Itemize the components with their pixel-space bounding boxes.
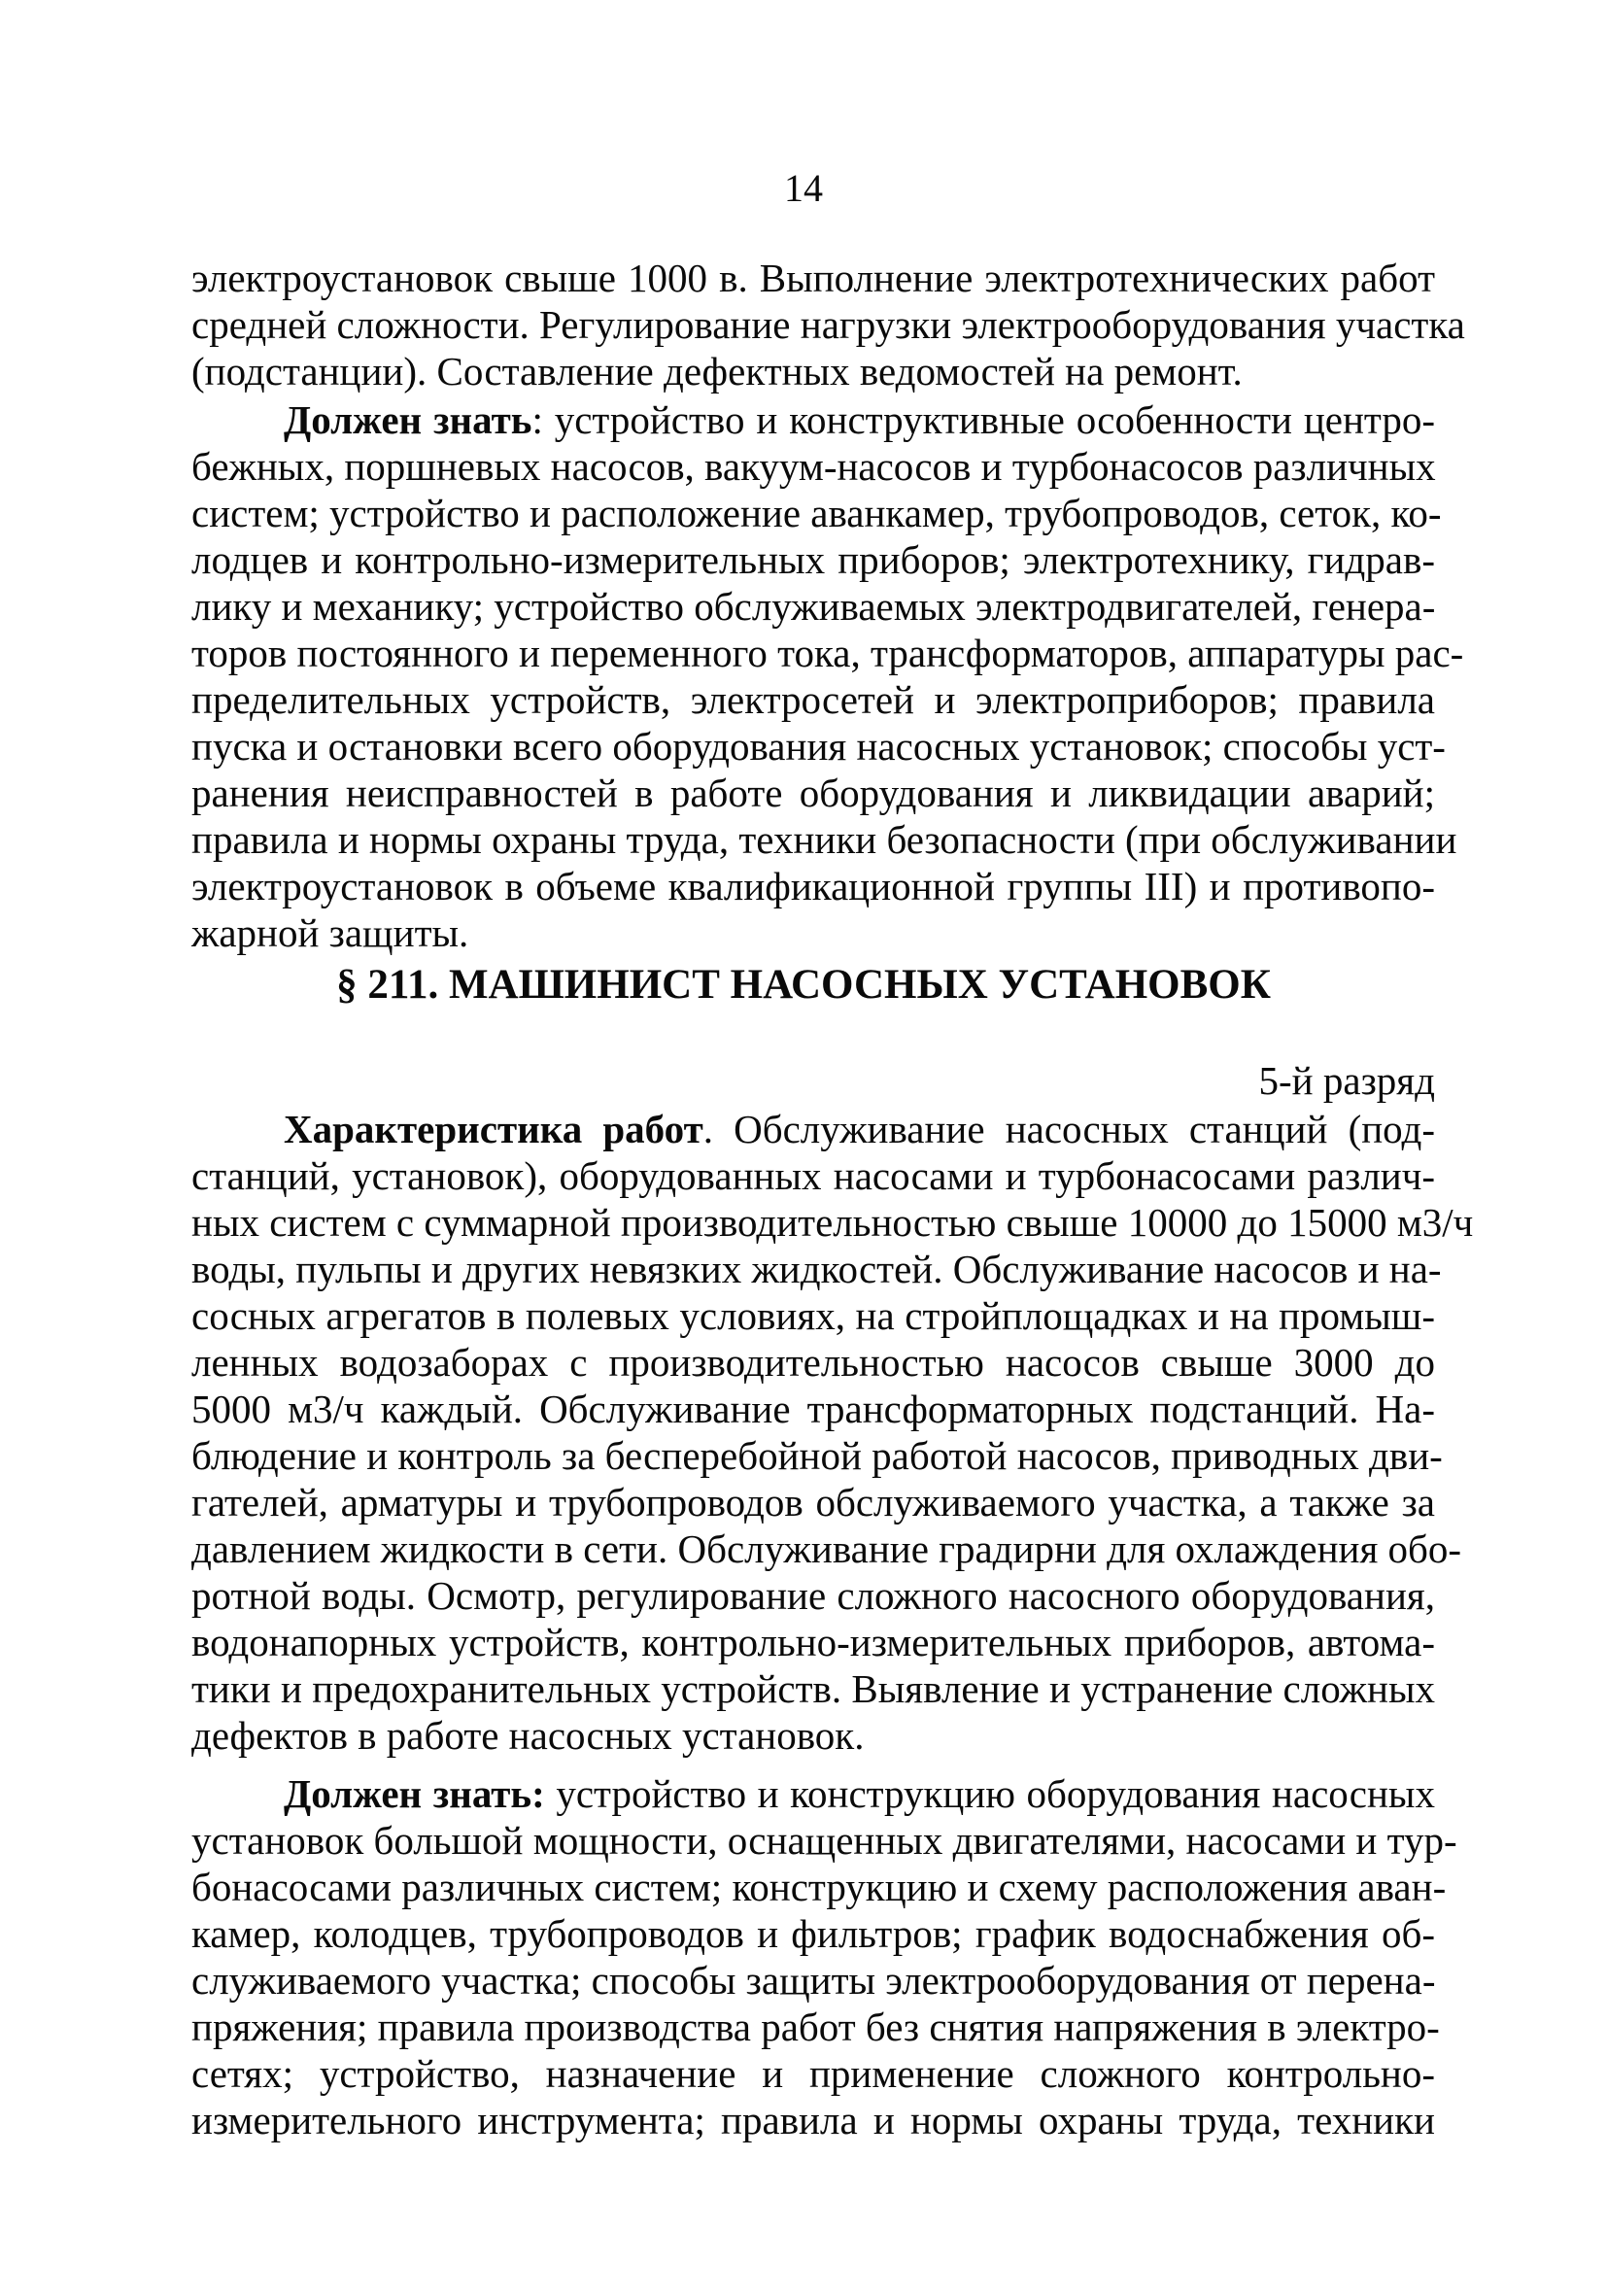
must-know-label: Должен знать: xyxy=(284,1771,545,1816)
paragraph-line: средней сложности. Регулирование нагрузки электрооборудования участка xyxy=(191,302,1465,347)
characteristic-first-line xyxy=(284,1106,1435,1152)
paragraph-line: пределительных устройств, электросетей и электроприборов; правила xyxy=(191,677,1435,722)
paragraph-line: давлением жидкости в сети. Обслуживание градирни для охлаждения обо- xyxy=(191,1526,1462,1571)
paragraph-line: сетях; устройство, назначение и применение сложного контрольно- xyxy=(191,2051,1435,2096)
paragraph-line: гателей, арматуры и трубопроводов обслуживаемого участка, а также за xyxy=(191,1480,1435,1525)
paragraph-line: ротной воды. Осмотр, регулирование сложного насосного оборудования, xyxy=(191,1573,1435,1618)
paragraph-line: электроустановок в объеме квалификационной группы III) и противопо- xyxy=(191,864,1435,908)
must-know-first-line xyxy=(284,396,1435,443)
paragraph-line: служиваемого участка; способы защиты электрооборудования от перена- xyxy=(191,1958,1436,2003)
paragraph-line: воды, пульпы и других невязких жидкостей. Обслуживание насосов и на- xyxy=(191,1247,1442,1291)
paragraph-line: торов постоянного и переменного тока, трансформаторов, аппаратуры рас- xyxy=(191,631,1464,675)
characteristic-label: Характеристика работ xyxy=(284,1107,703,1151)
grade-label: 5-й разряд xyxy=(1258,1058,1435,1103)
page-number: 14 xyxy=(784,166,823,210)
section-heading: § 211. МАШИНИСТ НАСОСНЫХ УСТАНОВОК xyxy=(336,962,1271,1008)
must-know-text: устройство и конструкцию оборудования насосных xyxy=(544,1771,1435,1816)
paragraph-line: правила и нормы охраны труда, техники безопасности (при обслуживании xyxy=(191,817,1457,862)
must-know-label: Должен знать xyxy=(284,397,532,442)
paragraph-line: водонапорных устройств, контрольно-измерительных приборов, автома- xyxy=(191,1620,1435,1664)
paragraph-line: лику и механику; устройство обслуживаемых электродвигателей, генера- xyxy=(191,584,1436,629)
paragraph-line: бежных, поршневых насосов, вакуум-насосов и турбонасосов различных xyxy=(191,444,1436,489)
paragraph-line: ленных водозаборах с производительностью насосов свыше 3000 до xyxy=(191,1340,1435,1385)
paragraph-line: лодцев и контрольно-измерительных приборов; электротехнику, гидрав- xyxy=(191,537,1435,582)
paragraph-line: сосных агрегатов в полевых условиях, на стройплощадках и на промыш- xyxy=(191,1293,1435,1338)
characteristic-text: . Обслуживание насосных станций (под- xyxy=(702,1107,1435,1151)
paragraph-line: жарной защиты. xyxy=(191,910,469,955)
paragraph-line: измерительного инструмента; правила и нормы охраны труда, техники xyxy=(191,2098,1435,2142)
paragraph-line: пряжения; правила производства работ без снятия напряжения в электро- xyxy=(191,2005,1440,2049)
paragraph-line: камер, колодцев, трубопроводов и фильтров; график водоснабжения об- xyxy=(191,1911,1435,1956)
paragraph-line: ных систем с суммарной производительностью свыше 10000 до 15000 м3/ч xyxy=(191,1200,1474,1245)
paragraph-line: станций, установок), оборудованных насосами и турбонасосами различ- xyxy=(191,1153,1435,1198)
paragraph-line: дефектов в работе насосных установок. xyxy=(191,1713,865,1758)
paragraph-line: блюдение и контроль за бесперебойной работой насосов, приводных дви- xyxy=(191,1433,1443,1478)
paragraph-line: установок большой мощности, оснащенных двигателями, насосами и тур- xyxy=(191,1818,1457,1863)
paragraph-line: тики и предохранительных устройств. Выявление и устранение сложных xyxy=(191,1666,1435,1711)
paragraph-line: электроустановок свыше 1000 в. Выполнение электротехнических работ xyxy=(191,256,1435,300)
paragraph-line: 5000 м3/ч каждый. Обслуживание трансформаторных подстанций. На- xyxy=(191,1387,1435,1431)
paragraph-line: ранения неисправностей в работе оборудования и ликвидации аварий; xyxy=(191,771,1435,815)
paragraph-line: систем; устройство и расположение аванкамер, трубопроводов, сеток, ко- xyxy=(191,491,1442,535)
paragraph-line: пуска и остановки всего оборудования насосных установок; способы уст- xyxy=(191,724,1446,769)
paragraph-line: бонасосами различных систем; конструкцию и схему расположения аван- xyxy=(191,1865,1447,1909)
paragraph-line: (подстанции). Составление дефектных ведомостей на ремонт. xyxy=(191,349,1243,394)
must-know-text: : устройство и конструктивные особенности центро- xyxy=(531,397,1435,442)
must-know-first-line xyxy=(284,1770,1435,1817)
